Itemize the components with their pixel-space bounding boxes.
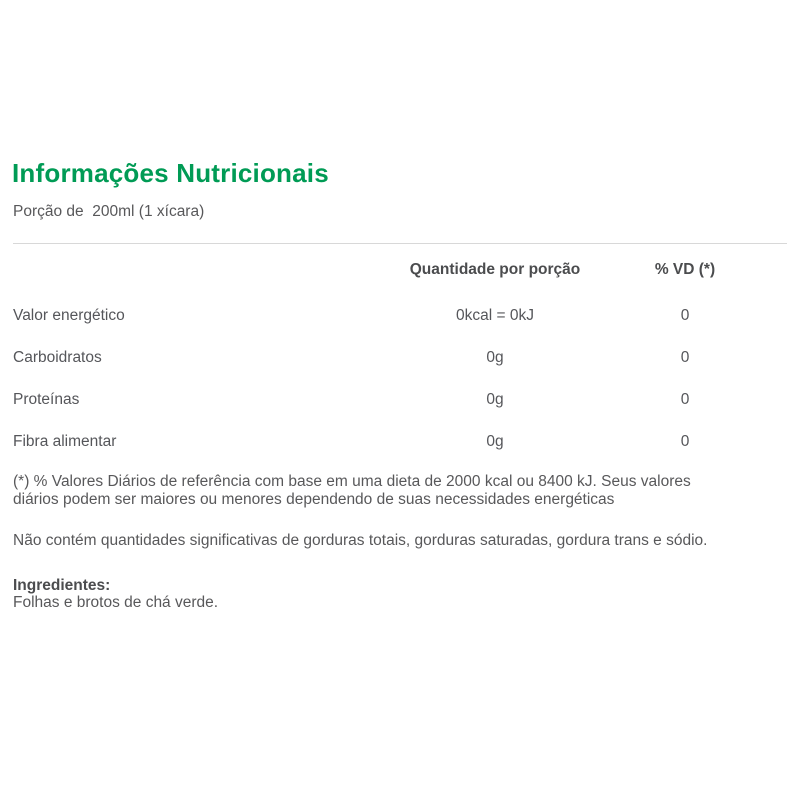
- nutrient-quantity: 0kcal = 0kJ: [456, 307, 534, 324]
- table-row-valor-energetico: [0, 307, 800, 325]
- nutrient-daily-value: 0: [680, 349, 690, 366]
- daily-values-footnote-line2: diários podem ser maiores ou menores dependendo de suas necessidades energéticas: [13, 491, 615, 508]
- nutrient-label: Proteínas: [13, 391, 80, 408]
- ingredients-text: Folhas e brotos de chá verde.: [13, 594, 219, 611]
- table-row-fibra-alimentar: [0, 433, 800, 451]
- nutrient-quantity: 0g: [486, 391, 504, 408]
- daily-values-footnote-line1: (*) % Valores Diários de referência com base em uma dieta de 2000 kcal ou 8400 kJ. Seus valores: [13, 473, 691, 490]
- section-divider: [13, 243, 787, 244]
- daily-values-footnote: [13, 473, 793, 509]
- table-row-proteinas: [0, 391, 800, 409]
- nutrient-label: Carboidratos: [13, 349, 102, 366]
- nutrient-quantity: 0g: [486, 349, 504, 366]
- nutrient-label: Fibra alimentar: [13, 433, 117, 450]
- nutrient-daily-value: 0: [680, 307, 690, 324]
- column-header-daily-value: % VD (*): [654, 261, 716, 278]
- page-title: Informações Nutricionais: [12, 158, 329, 188]
- nutrient-quantity: 0g: [486, 433, 504, 450]
- nutrient-daily-value: 0: [680, 433, 690, 450]
- serving-size-text: Porção de 200ml (1 xícara): [13, 203, 205, 220]
- no-significant-amounts-note: Não contém quantidades significativas de gorduras totais, gorduras saturadas, gordura trans e sódio.: [13, 532, 708, 549]
- table-row-carboidratos: [0, 349, 800, 367]
- column-header-quantity: Quantidade por porção: [409, 261, 581, 278]
- nutrient-daily-value: 0: [680, 391, 690, 408]
- nutrient-label: Valor energético: [13, 307, 125, 324]
- ingredients-heading: Ingredientes:: [13, 577, 111, 594]
